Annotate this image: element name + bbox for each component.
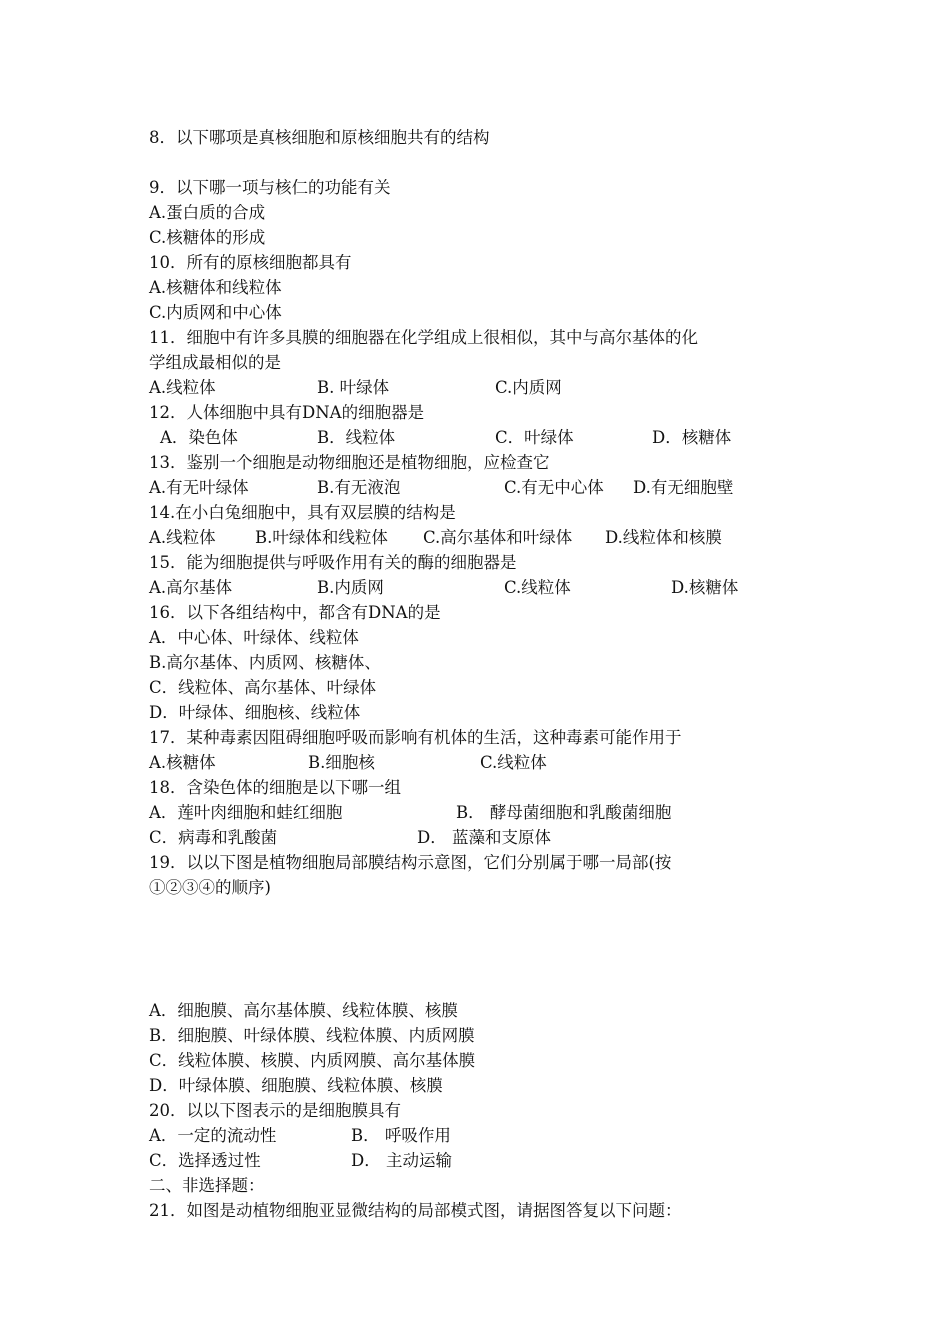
q15-option-c: C.线粒体	[504, 578, 571, 597]
q11-stem-line2: 学组成最相似的是	[149, 353, 281, 372]
q11-option-b: B. 叶绿体	[317, 378, 390, 397]
q12-option-d: D．核糖体	[652, 428, 732, 447]
q20-option-b: B． 呼吸作用	[351, 1126, 451, 1145]
q9-option-a: A.蛋白质的合成	[149, 203, 266, 222]
q15-stem: 15．能为细胞提供与呼吸作用有关的酶的细胞器是	[149, 553, 517, 572]
q14-option-d: D.线粒体和核膜	[605, 528, 722, 547]
q15-option-d: D.核糖体	[671, 578, 739, 597]
q14-stem: 14.在小白兔细胞中，具有双层膜的结构是	[149, 503, 456, 522]
q19-option-c: C．线粒体膜、核膜、内质网膜、高尔基体膜	[149, 1051, 476, 1070]
q20-option-a: A．一定的流动性	[149, 1126, 277, 1145]
section-2-title: 二、非选择题：	[149, 1176, 265, 1195]
q11-stem-line1: 11．细胞中有许多具膜的细胞器在化学组成上很相似，其中与高尔基体的化	[149, 328, 698, 347]
q15-option-b: B.内质网	[317, 578, 384, 597]
q17-option-b: B.细胞核	[308, 753, 375, 772]
q13-option-a: A.有无叶绿体	[149, 478, 249, 497]
q19-stem-line2: ①②③④的顺序)	[149, 878, 271, 897]
q17-stem: 17．某种毒素因阻碍细胞呼吸而影响有机体的生活，这种毒素可能作用于	[149, 728, 682, 747]
q18-option-b: B． 酵母菌细胞和乳酸菌细胞	[456, 803, 672, 822]
q13-option-c: C.有无中心体	[504, 478, 604, 497]
q14-option-b: B.叶绿体和线粒体	[255, 528, 388, 547]
q17-option-c: C.线粒体	[480, 753, 547, 772]
q13-option-b: B.有无液泡	[317, 478, 401, 497]
q12-option-c: C．叶绿体	[495, 428, 574, 447]
q9-stem: 9．以下哪一项与核仁的功能有关	[149, 178, 391, 197]
q14-option-a: A.线粒体	[149, 528, 216, 547]
q20-option-c: C．选择透过性	[149, 1151, 261, 1170]
q16-option-b: B.高尔基体、内质网、核糖体、	[149, 653, 381, 672]
q13-stem: 13．鉴别一个细胞是动物细胞还是植物细胞，应检查它	[149, 453, 550, 472]
q8-stem: 8．以下哪项是真核细胞和原核细胞共有的结构	[149, 128, 490, 147]
q18-stem: 18．含染色体的细胞是以下哪一组	[149, 778, 401, 797]
q9-option-c: C.核糖体的形成	[149, 228, 266, 247]
q16-stem: 16．以下各组结构中，都含有DNA的是	[149, 603, 441, 622]
q20-option-d: D． 主动运输	[351, 1151, 452, 1170]
q16-option-d: D．叶绿体、细胞核、线粒体	[149, 703, 361, 722]
q15-option-a: A.高尔基体	[149, 578, 233, 597]
q18-option-a: A．莲叶肉细胞和蛙红细胞	[149, 803, 343, 822]
q19-option-a: A．细胞膜、高尔基体膜、线粒体膜、核膜	[149, 1001, 458, 1020]
q21-stem: 21．如图是动植物细胞亚显微结构的局部模式图，请据图答复以下问题：	[149, 1201, 682, 1220]
q16-option-a: A．中心体、叶绿体、线粒体	[149, 628, 359, 647]
q13-option-d: D.有无细胞壁	[633, 478, 734, 497]
q10-option-c: C.内质网和中心体	[149, 303, 282, 322]
q12-option-b: B．线粒体	[317, 428, 396, 447]
q18-option-d: D． 蓝藻和支原体	[417, 828, 551, 847]
q10-option-a: A.核糖体和线粒体	[149, 278, 282, 297]
q11-option-a: A.线粒体	[149, 378, 216, 397]
q12-option-a: A．染色体	[160, 428, 238, 447]
q18-option-c: C．病毒和乳酸菌	[149, 828, 278, 847]
q19-option-d: D．叶绿体膜、细胞膜、线粒体膜、核膜	[149, 1076, 443, 1095]
q20-stem: 20．以以下图表示的是细胞膜具有	[149, 1101, 401, 1120]
q11-option-c: C.内质网	[495, 378, 562, 397]
q19-stem-line1: 19．以以下图是植物细胞局部膜结构示意图，它们分别属于哪一局部(按	[149, 853, 672, 872]
q19-option-b: B．细胞膜、叶绿体膜、线粒体膜、内质网膜	[149, 1026, 475, 1045]
q10-stem: 10．所有的原核细胞都具有	[149, 253, 352, 272]
q16-option-c: C．线粒体、高尔基体、叶绿体	[149, 678, 377, 697]
q12-stem: 12．人体细胞中具有DNA的细胞器是	[149, 403, 425, 422]
q14-option-c: C.高尔基体和叶绿体	[423, 528, 573, 547]
q17-option-a: A.核糖体	[149, 753, 216, 772]
